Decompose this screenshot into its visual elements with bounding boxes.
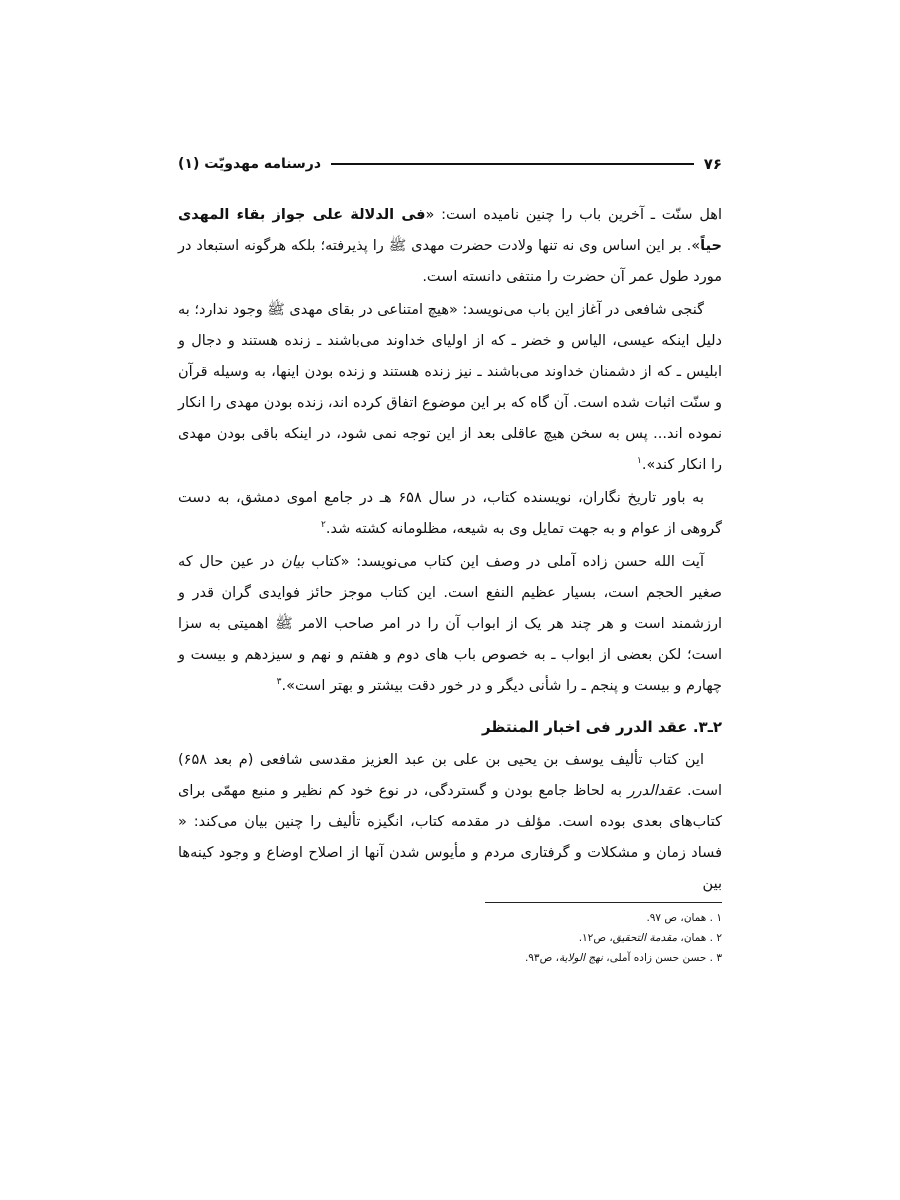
text-run: ۳ . حسن حسن زاده آملی،	[602, 952, 722, 964]
text-run: ، ص۹۳.	[524, 952, 559, 964]
text-run: اهل سنّت ـ آخرین باب را چنین نامیده است: «	[425, 207, 722, 223]
book-title: نهج الولایة	[559, 952, 603, 964]
section-heading: ۲ـ۳. عقد الدرر فی اخبار المنتظر	[481, 718, 722, 736]
paragraph-2	[178, 295, 722, 481]
footnote-ref-2: ۲	[321, 520, 326, 531]
text-run: به باور تاریخ نگاران، نویسنده کتاب، در سال ۶۵۸ هـ در جامع اموی دمشق، به دست گروهی از عوام و به جهت تمایل وی به شیعه، مظلومانه کشته شد.	[178, 490, 722, 537]
text-run: این کتاب تألیف یوسف بن یحیی بن علی بن عبد العزیز مقدسی شافعی (م بعد ۶۵۸) است.	[178, 752, 722, 799]
text-run: ۲ . همان،	[677, 932, 722, 944]
text-run: در عین حال که صغیر الحجم است، بسیار عظیم النفع است. این کتاب موجز حائز فوایدی گران قدر و ارزشمند است و هر چند هر یک از ابواب آن را در امر صاحب الامر ﷺ اهمیتی به سزا است؛ لکن بعضی از ابواب ـ به خصوص باب های دوم و هفتم و نهم و سیزدهم و بیست و چهارم و بیست و پنجم ـ را شأنی دیگر و در خور دقت بیشتر و بهتر است».	[178, 554, 722, 694]
paragraph-4	[178, 547, 722, 702]
page-header	[178, 152, 722, 176]
footnote-ref-3: ۳	[276, 677, 282, 688]
text-run: آیت الله حسن زاده آملی در وصف این کتاب می‌نویسد: «کتاب	[304, 554, 704, 570]
header-rule	[331, 163, 694, 165]
footnote-1: ۱ . همان، ص ۹۷.	[646, 912, 722, 924]
book-title: بیان	[281, 554, 305, 570]
footnote-3	[400, 948, 722, 968]
text-run: ، ص۱۲.	[578, 932, 613, 944]
text-run: به لحاظ جامع بودن و گستردگی، در نوع خود کم نظیر و منبع مهمّی برای کتاب‌های بعدی بوده است. مؤلف در مقدمه کتاب، انگیزه تألیف را چنین بیان می‌کند: « فساد زمان و مشکلات و گرفتاری مردم و مأیوس شدن آنها از اصلاح اوضاع و وجود کینه‌ها بین	[178, 783, 722, 892]
running-title: درسنامه مهدویّت (۱)	[178, 156, 322, 172]
text-run: گنجی شافعی در آغاز این باب می‌نویسد: «هیچ امتناعی در بقای مهدی ﷺ وجود ندارد؛ به دلیل اینکه عیسی، الیاس و خضر ـ که از اولیای خداوند می‌باشند ـ زنده هستند و دجال و ابلیس ـ که از دشمنان خداوند می‌باشند ـ نیز زنده هستند و زنده بودن اینها، به وسیله قرآن و سنّت اثبات شده است. آن گاه که بر این موضوع اتفاق کرده اند، زنده بودن مهدی را انکار نموده اند... پس به سخن هیچ عاقلی بعد از این توجه نمی شود، در اینکه باقی بودن مهدی را انکار کند».	[178, 302, 722, 473]
paragraph-3	[178, 483, 722, 545]
main-text	[178, 200, 722, 902]
paragraph-1	[178, 200, 722, 293]
footnote-2	[400, 928, 722, 948]
footnotes	[400, 908, 722, 968]
footnote-separator	[485, 902, 722, 903]
book-title: عقدالدرر	[627, 783, 682, 799]
paragraph-5	[178, 745, 722, 900]
page-number: ۷۶	[703, 155, 722, 173]
footnote-ref-1: ۱	[637, 456, 642, 467]
book-chapter-title: فی الدلالة علی جواز بقاء المهدی حیاً	[178, 207, 722, 254]
book-title: مقدمة التحقیق	[612, 932, 678, 944]
text-run: ». بر این اساس وی نه تنها ولادت حضرت مهدی ﷺ را پذیرفته؛ بلکه هرگونه استبعاد در مورد طول عمر آن حضرت را منتفی دانسته است.	[178, 238, 722, 285]
